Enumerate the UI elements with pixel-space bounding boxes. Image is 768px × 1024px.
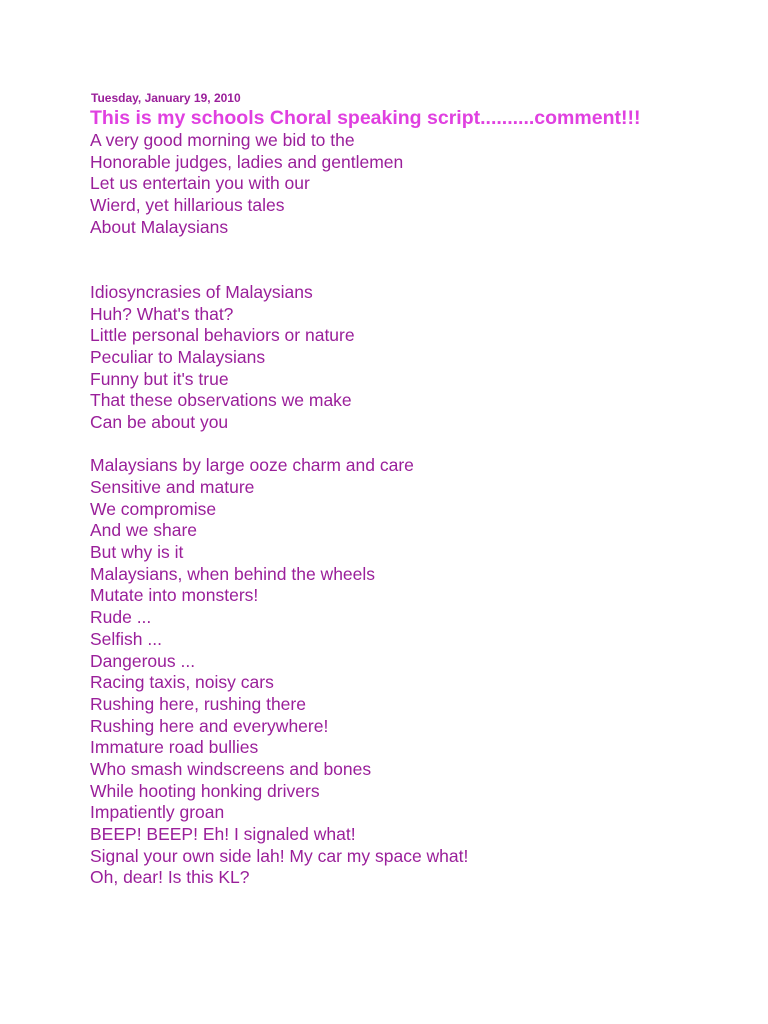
- post-title: This is my schools Choral speaking script..........comment!!!: [90, 107, 641, 129]
- script-line: Signal your own side lah! My car my space what!: [90, 845, 469, 866]
- script-line: Immature road bullies: [90, 737, 259, 758]
- script-line: Peculiar to Malaysians: [90, 346, 266, 367]
- script-line: Honorable judges, ladies and gentlemen: [90, 151, 404, 172]
- script-line: BEEP! BEEP! Eh! I signaled what!: [90, 824, 356, 844]
- script-line: Racing taxis, noisy cars: [90, 672, 274, 693]
- script-line: But why is it: [90, 542, 184, 563]
- script-line: Dangerous ...: [90, 650, 196, 671]
- script-line: Wierd, yet hillarious tales: [90, 195, 285, 216]
- script-line: A very good morning we bid to the: [90, 130, 355, 150]
- script-line: Malaysians, when behind the wheels: [90, 563, 376, 584]
- script-line: That these observations we make: [90, 390, 352, 411]
- script-line: About Malaysians: [90, 216, 229, 237]
- script-line: Mutate into monsters!: [90, 585, 259, 606]
- script-line: Who smash windscreens and bones: [90, 758, 372, 779]
- script-line: Rude ...: [90, 607, 152, 628]
- script-line: While hooting honking drivers: [90, 780, 320, 801]
- script-line: Huh? What's that?: [90, 303, 234, 324]
- script-blank-line: [90, 434, 468, 456]
- script-line: Idiosyncrasies of Malaysians: [90, 281, 313, 302]
- script-line: Sensitive and mature: [90, 477, 255, 497]
- script-line: Little personal behaviors or nature: [90, 325, 355, 346]
- script-line: Impatiently groan: [90, 802, 225, 823]
- script-blank-line: [90, 260, 468, 282]
- script-line: And we share: [90, 520, 198, 541]
- script-line: Oh, dear! Is this KL?: [90, 867, 250, 888]
- script-line: We compromise: [90, 498, 217, 519]
- script-line: Malaysians by large ooze charm and care: [90, 455, 414, 476]
- script-line: Let us entertain you with our: [90, 173, 310, 194]
- script-blank-line: [90, 238, 468, 260]
- script-line: Can be about you: [90, 411, 229, 432]
- script-line: Funny but it's true: [90, 368, 229, 389]
- script-line: Rushing here and everywhere!: [90, 715, 329, 736]
- script-line: Selfish ...: [90, 628, 162, 649]
- post-date: Tuesday, January 19, 2010: [91, 91, 241, 105]
- script-body: [90, 130, 468, 889]
- script-line: Rushing here, rushing there: [90, 693, 306, 714]
